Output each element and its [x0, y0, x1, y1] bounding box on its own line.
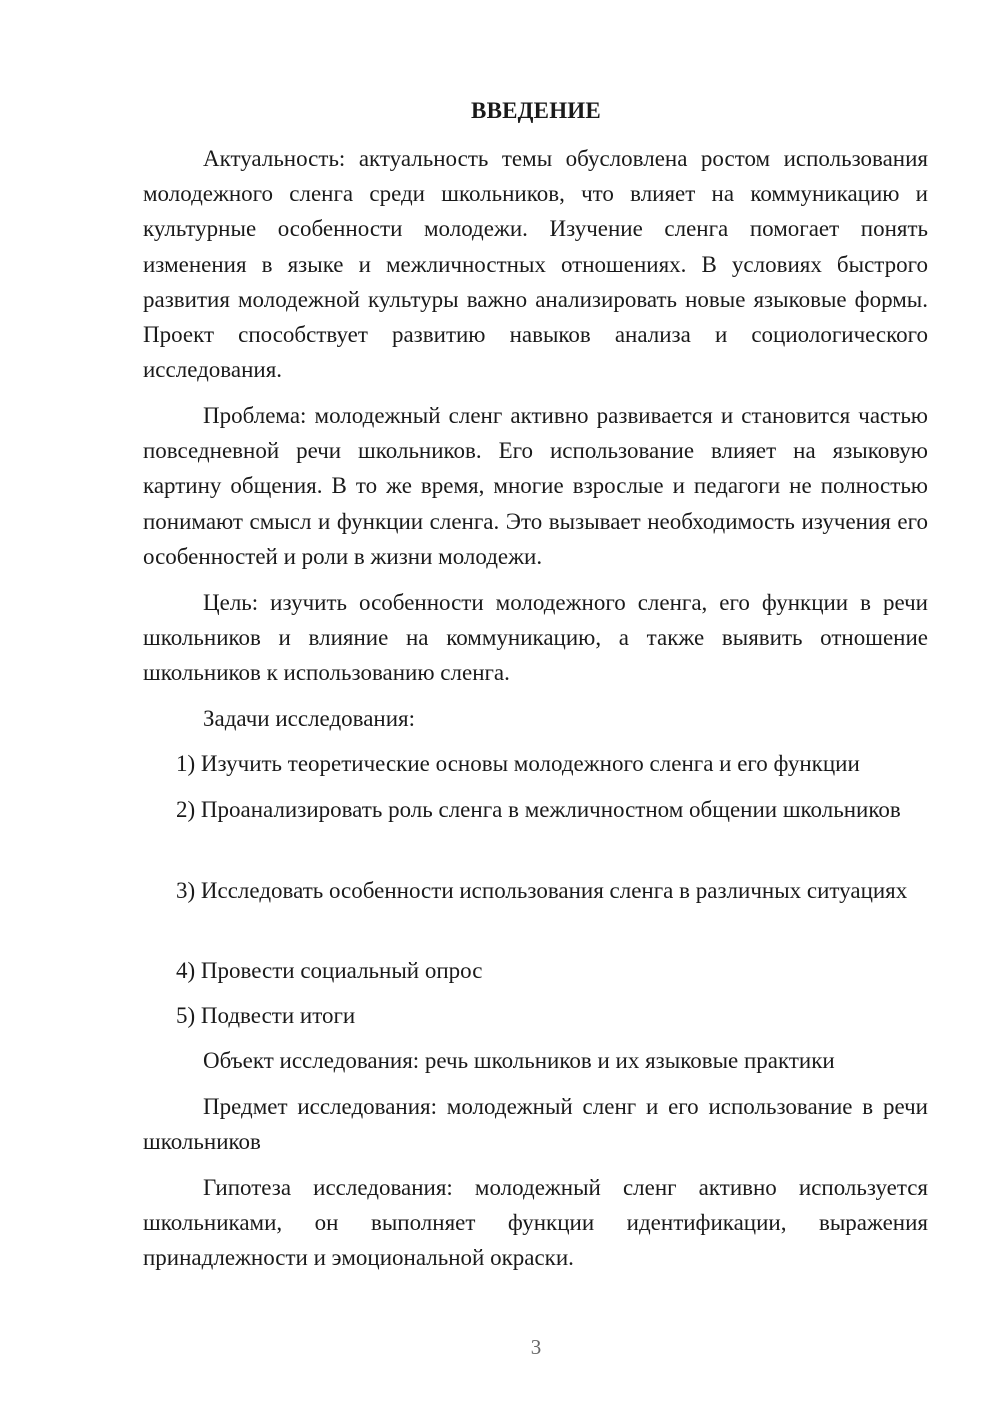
- page-number: 3: [530, 1335, 542, 1359]
- list-item: 4) Провести социальный опрос: [176, 958, 483, 983]
- paragraph-text: Гипотеза исследования: молодежный сленг активно используется школьниками, он выполняет функции идентификации, выражения принадлежности и эмоциональной окраски.: [143, 1175, 928, 1271]
- paragraph-text: Объект исследования: речь школьников и их языковые практики: [203, 1048, 835, 1073]
- list-item: 1) Изучить теоретические основы молодежного сленга и его функции: [176, 751, 860, 776]
- task-item-3: [143, 873, 928, 908]
- paragraph-text: Предмет исследования: молодежный сленг и его использование в речи школьников: [143, 1094, 928, 1155]
- paragraph-text: Проблема: молодежный сленг активно развивается и становится частью повседневной речи школьников. Его использование влияет на языковую картину общения. В то же время, многие взрослые и педагоги не полностью понимают смысл и функции сленга. Это вызывает необходимость изучения его особенностей и роли в жизни молодежи.: [143, 403, 928, 569]
- task-item-5: [143, 998, 928, 1033]
- paragraph-relevance: [143, 141, 928, 387]
- list-item: 3) Исследовать особенности использования сленга в различных ситуациях: [176, 878, 908, 903]
- paragraph-tasks-heading: [143, 701, 928, 736]
- paragraph-object: [143, 1043, 928, 1078]
- paragraph-problem: [143, 398, 928, 574]
- page-title: ВВЕДЕНИЕ: [471, 98, 601, 123]
- paragraph-text: Актуальность: актуальность темы обусловлена ростом использования молодежного сленга среди школьников, что влияет на коммуникацию и культурные особенности молодежи. Изучение сленга помогает понять изменения в языке и межличностных отношениях. В условиях быстрого развития молодежной культуры важно анализировать новые языковые формы. Проект способствует развитию навыков анализа и социологического исследования.: [143, 146, 928, 383]
- list-item: 5) Подвести итоги: [176, 1003, 356, 1028]
- list-item: 2) Проанализировать роль сленга в межличностном общении школьников: [176, 797, 901, 822]
- paragraph-text: Цель: изучить особенности молодежного сленга, его функции в речи школьников и влияние на коммуникацию, а также выявить отношение школьников к использованию сленга.: [143, 590, 928, 686]
- paragraph-hypothesis: [143, 1170, 928, 1276]
- task-item-2: [143, 792, 928, 827]
- paragraph-subject: [143, 1089, 928, 1159]
- paragraph-goal: [143, 585, 928, 691]
- task-item-1: [143, 746, 928, 781]
- paragraph-text: Задачи исследования:: [203, 706, 416, 731]
- task-item-4: [143, 953, 928, 988]
